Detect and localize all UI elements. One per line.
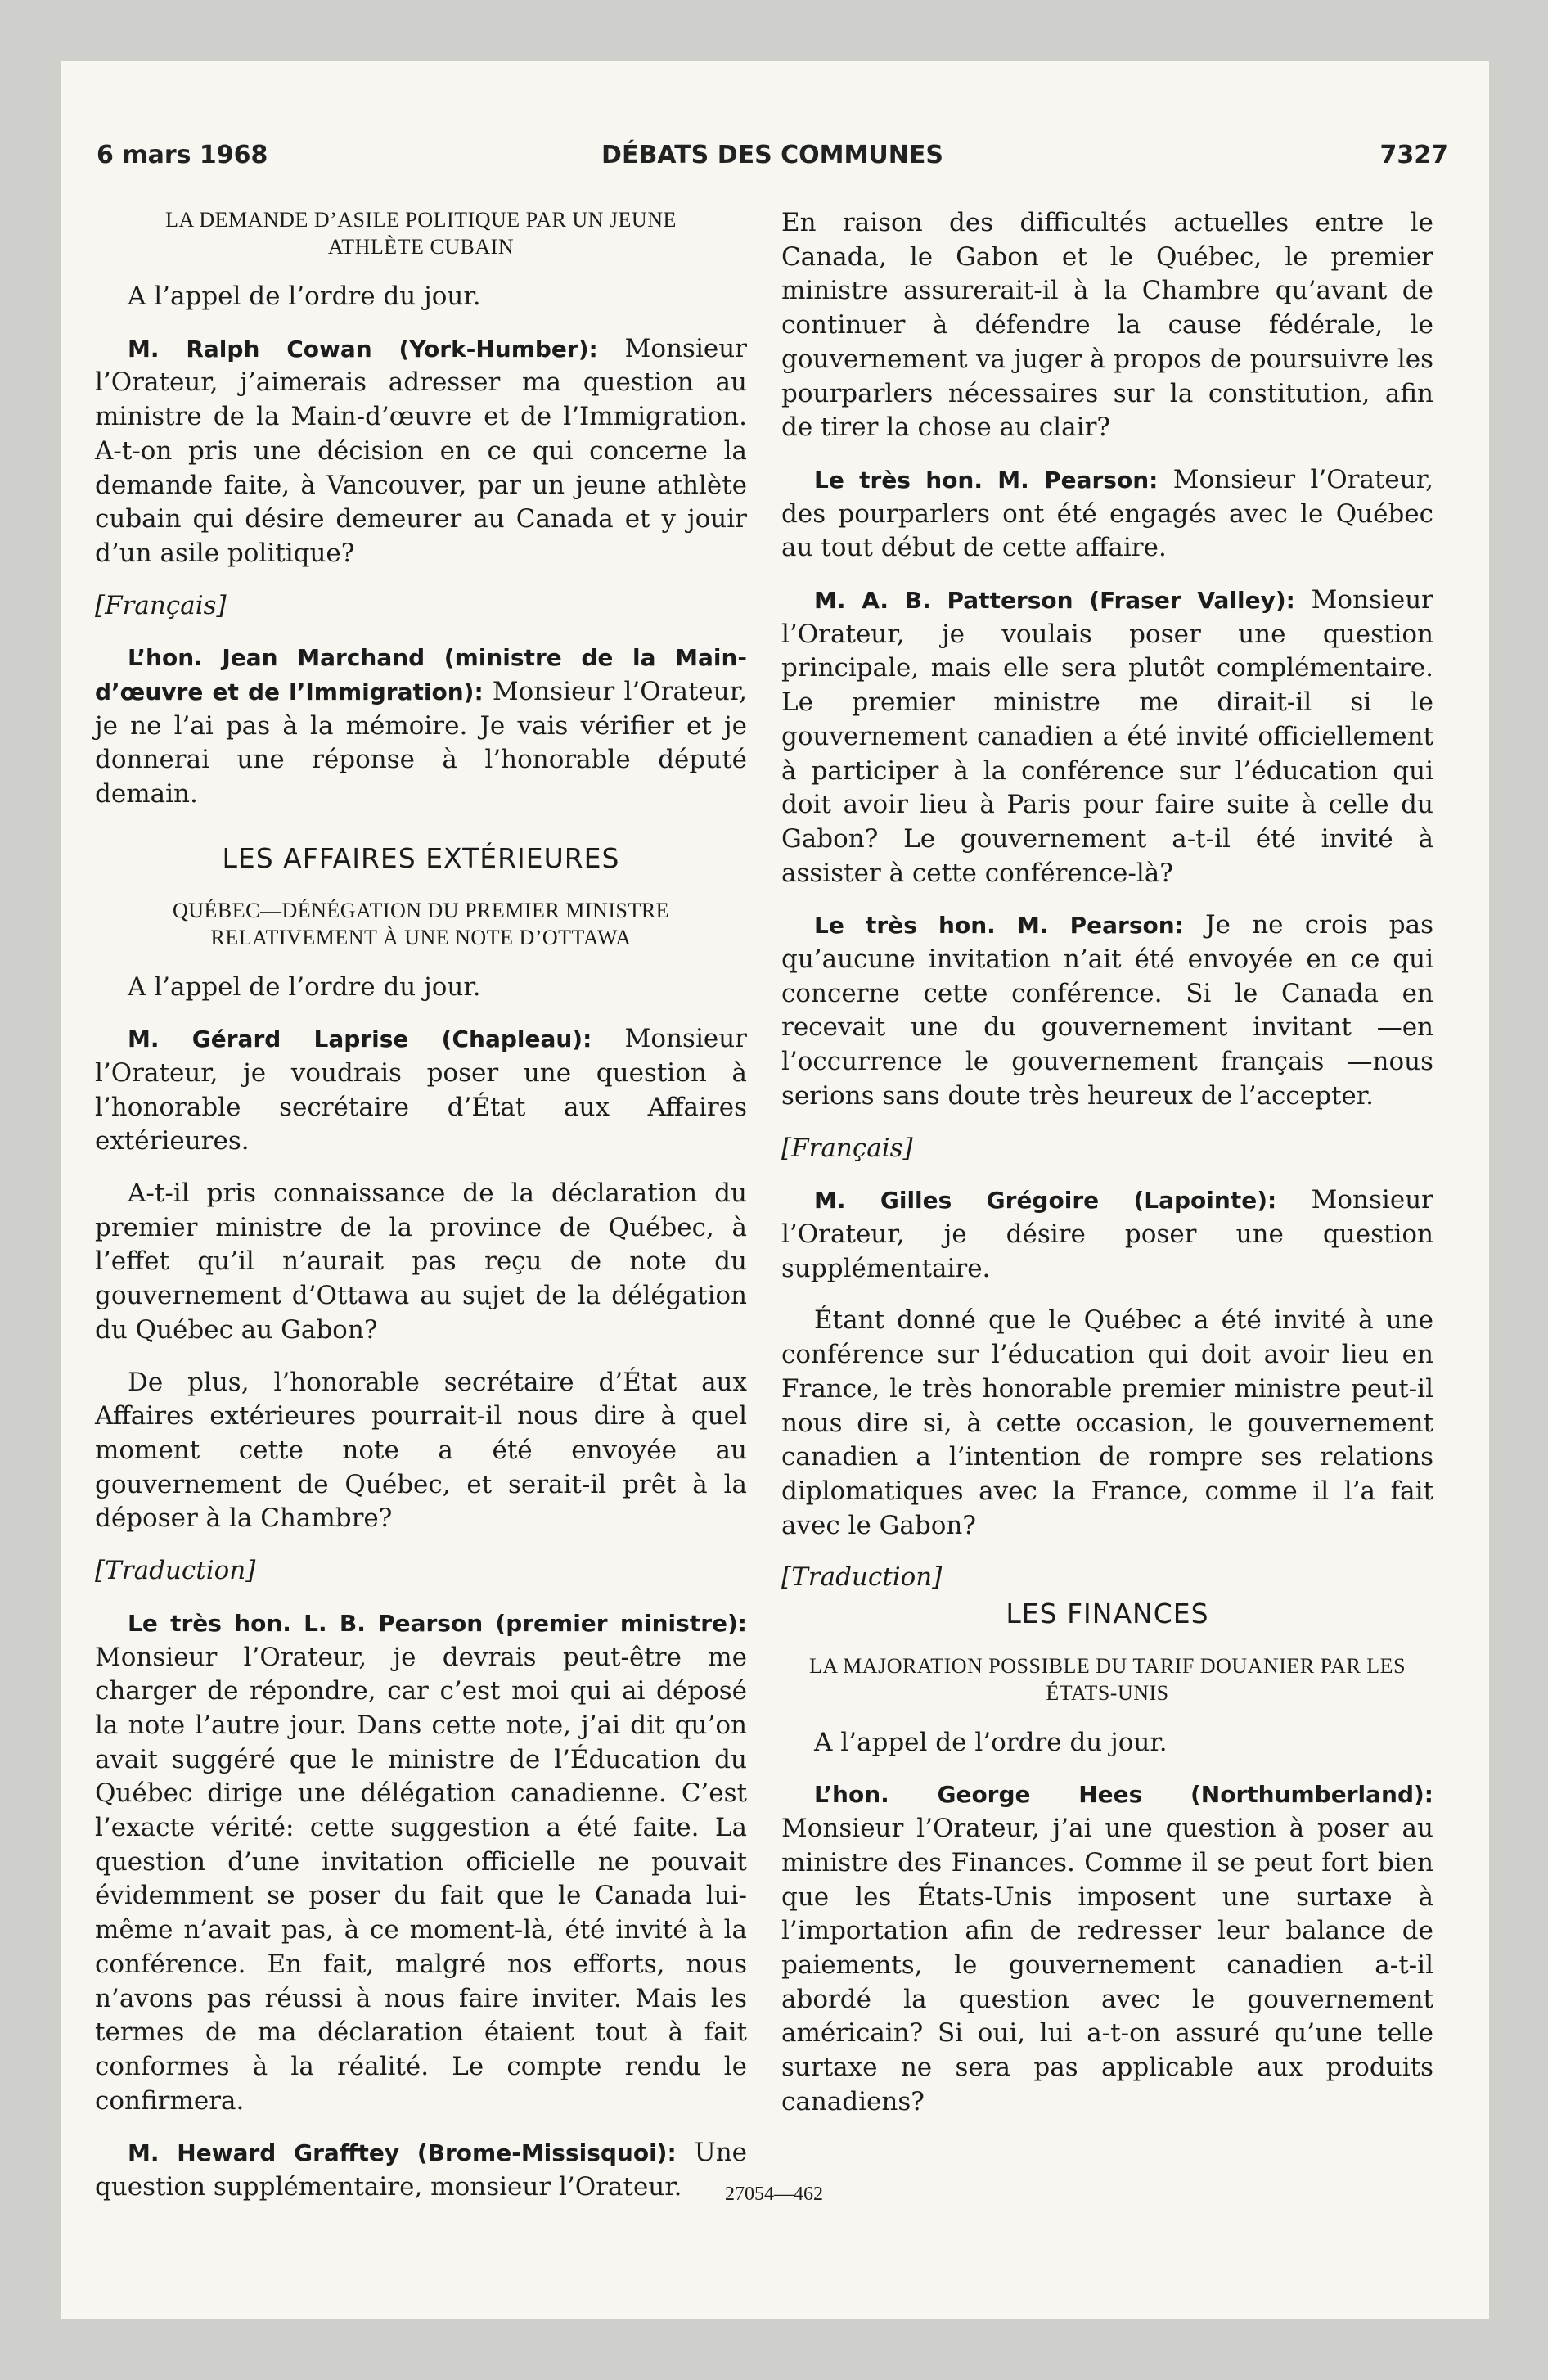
language-marker: [Traduction] — [781, 1562, 943, 1593]
right-column — [781, 206, 1433, 2137]
speaker-name: M. Gilles Grégoire (Lapointe): — [814, 1187, 1277, 1215]
order-call: A l’appel de l’ordre du jour. — [128, 971, 481, 1002]
speaker-name: M. Ralph Cowan (York-Humber): — [128, 335, 598, 363]
language-marker: [Français] — [95, 590, 227, 620]
page-header — [97, 141, 1448, 180]
speech-paragraph — [95, 641, 747, 812]
speech-paragraph: A-t-il pris connaissance de la déclaration du premier ministre de la province de Québec, à l’effet qu’il n’aurait pas reçu de note du gouvernement d’Ottawa au sujet de la délégation du Québec au Gabon? — [95, 1179, 747, 1345]
order-call: A l’appel de l’ordre du jour. — [128, 282, 481, 311]
speech-paragraph: Étant donné que le Québec a été invité à une conférence sur l’éducation qui doit avoir lieu en France, le très honorable premier ministre peut-il nous dire si, à cette occasion, le gouvernement canadien a l’intention de rompre ses relations diplomatiques avec la France, comme il l’a fait avec le Gabon? — [781, 1305, 1433, 1540]
header-page-number: 7327 — [1379, 141, 1448, 169]
subsection-title: LA MAJORATION POSSIBLE DU TARIF DOUANIER PAR LES ÉTATS-UNIS — [808, 1653, 1406, 1705]
speech-continuation: En raison des difficultés actuelles entre le Canada, le Gabon et le Québec, le premier ministre assurerait-il à la Chambre qu’avant de continuer à défendre la cause fédérale, le gouvernement va juger à propos de poursuivre les pourparlers nécessaires sur la constitution, afin de tirer la chose au clair? — [781, 208, 1433, 443]
order-call: A l’appel de l’ordre du jour. — [814, 1727, 1168, 1757]
speaker-name: M. Gérard Laprise (Chapleau): — [128, 1025, 592, 1053]
speech-text: Monsieur l’Orateur, j’aimerais adresser ma question au ministre de la Main-d’œuvre et de l’Immigration. A-t-on pris une décision en ce qui concerne la demande faite, à Vancouver, par un jeune athlète cubain qui désire demeurer au Canada et y jouir d’un asile politique? — [95, 333, 747, 568]
speaker-name: Le très hon. M. Pearson: — [814, 466, 1159, 494]
speech-text: Monsieur l’Orateur, des pourparlers ont été engagés avec le Québec au tout début de cette affaire. — [781, 464, 1433, 563]
speech-paragraph — [781, 1183, 1433, 1286]
speech-text: Monsieur l’Orateur, je voudrais poser une question à l’honorable secrétaire d’État aux Affaires extérieures. — [95, 1024, 747, 1156]
speaker-name: L’hon. George Hees (Northumberland): — [814, 1781, 1433, 1809]
speech-text: Monsieur l’Orateur, je ne l’ai pas à la mémoire. Je vais vérifier et je donnerai une réponse à l’honorable député demain. — [95, 677, 747, 809]
speech-paragraph — [781, 1778, 1433, 2119]
subsection-title: QUÉBEC—DÉNÉGATION DU PREMIER MINISTRE RELATIVEMENT À UNE NOTE D’OTTAWA — [172, 898, 670, 949]
footer-code: 27054—462 — [725, 2184, 823, 2205]
speech-paragraph — [95, 332, 747, 571]
section-heading: LES AFFAIRES EXTÉRIEURES — [222, 841, 620, 874]
speaker-name: Le très hon. M. Pearson: — [814, 912, 1184, 940]
speech-text: Monsieur l’Orateur, je désire poser une question supplémentaire. — [781, 1185, 1433, 1283]
speech-paragraph: De plus, l’honorable secrétaire d’État aux Affaires extérieures pourrait-il nous dire à quel moment cette note a été envoyée au gouvernement de Québec, et serait-il prêt à la déposer à la Chambre? — [95, 1367, 747, 1534]
header-title: DÉBATS DES COMMUNES — [601, 141, 943, 169]
speech-paragraph — [781, 584, 1433, 890]
speech-text: Monsieur l’Orateur, j’ai une question à poser au ministre des Finances. Comme il se peut fort bien que les États-Unis imposent une surtaxe à l’importation afin de redresser leur balance de paiements, le gouvernement canadien a-t-il abordé la question avec le gouvernement américain? Si oui, lui a-t-on assuré qu’une telle surtaxe ne sera pas applicable aux produits canadiens? — [781, 1814, 1433, 2116]
speaker-name: L’hon. Jean Marchand (ministre de la Main-d’œuvre et de l’Immigration): — [95, 644, 747, 706]
speech-paragraph — [95, 1607, 747, 2119]
section-heading: LES FINANCES — [1006, 1598, 1209, 1630]
language-marker: [Français] — [781, 1133, 913, 1163]
speech-text: Monsieur l’Orateur, je devrais peut-être me charger de répondre, car c’est moi qui ai déposé la note l’autre jour. Dans cette note, j’ai dit qu’on avait suggéré que le ministre de l’Éducation du Québec dirige une délégation canadienne. C’est l’exacte vérité: cette suggestion a été faite. La question d’une invitation officielle ne pouvait évidemment se poser du fait que le Canada lui-même n’avait pas, à ce moment-là, été invité à la conférence. En fait, malgré nos efforts, nous n’avons pas réussi à nous faire inviter. Mais les termes de ma déclaration étaient tout à fait conformes à la réalité. Le compte rendu le confirmera. — [95, 1642, 747, 2116]
speech-text: Je ne crois pas qu’aucune invitation n’ait été envoyée en ce qui concerne cette conférence. Si le Canada en recevait une du gouvernement invitant —en l’occurrence le gouvernement français —nous serions sans doute très heureux de l’accepter. — [781, 910, 1433, 1111]
header-date: 6 mars 1968 — [97, 141, 268, 169]
speech-text: Une question supplémentaire, monsieur l’Orateur. — [95, 2138, 748, 2202]
speaker-name: M. Heward Grafftey (Brome-Missisquoi): — [128, 2139, 677, 2167]
subsection-title: LA DEMANDE D’ASILE POLITIQUE PAR UN JEUNE ATHLÈTE CUBAIN — [165, 208, 677, 259]
speech-paragraph — [781, 908, 1433, 1113]
speech-text: Monsieur l’Orateur, je voulais poser une question principale, mais elle sera plutôt complémentaire. Le premier ministre me dirait-il si le gouvernement canadien a été invité officiellement à participer à la conférence sur l’éducation qui doit avoir lieu à Paris pour faire suite à celle du Gabon? Le gouvernement a-t-il été invité à assister à cette conférence-là? — [781, 585, 1433, 888]
speech-paragraph — [95, 1022, 747, 1159]
speaker-name: M. A. B. Patterson (Fraser Valley): — [814, 587, 1295, 615]
language-marker: [Traduction] — [95, 1556, 256, 1586]
left-column — [95, 206, 747, 2223]
speaker-name: Le très hon. L. B. Pearson (premier ministre): — [128, 1609, 747, 1637]
speech-paragraph — [781, 463, 1433, 566]
